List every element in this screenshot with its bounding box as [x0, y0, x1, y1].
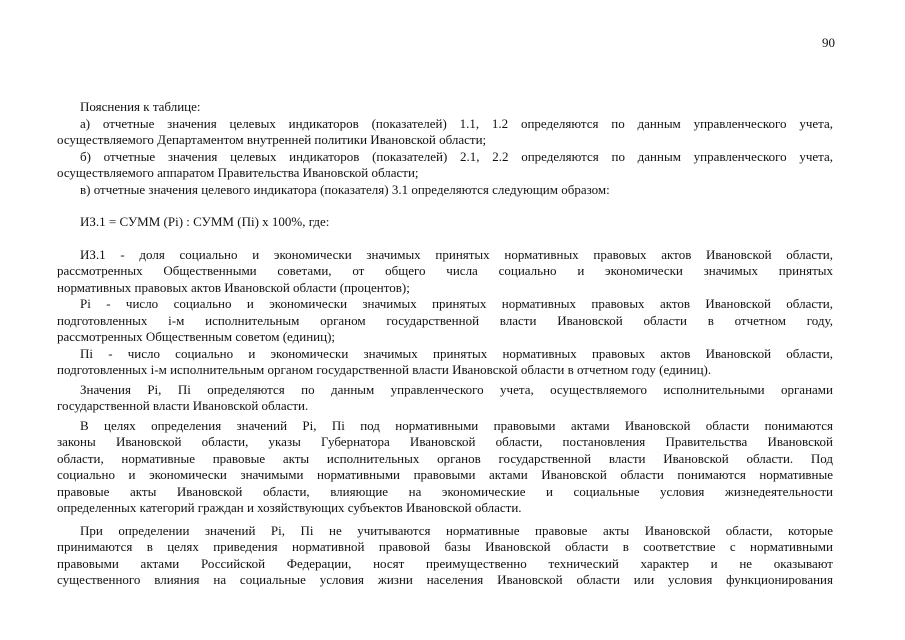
- text-line: ИЗ.1 - доля социально и экономически значимых принятых нормативных правовых актов Ивановской области,: [80, 246, 833, 262]
- text-line: В целях определения значений Pi, Пi под нормативными правовыми актами Ивановской области понимаются: [80, 417, 833, 433]
- text-line: осуществляемого аппаратом Правительства Ивановской области;: [57, 165, 419, 180]
- text-line: Pi - число социально и экономически значимых принятых нормативных правовых актов Ивановской области,: [80, 296, 833, 311]
- text-line: Пi - число социально и экономически значимых принятых нормативных правовых актов Ивановской области,: [80, 345, 833, 361]
- text-line: Пояснения к таблице:: [80, 99, 201, 114]
- text-line: ИЗ.1 = СУММ (Pi) : СУММ (Пi) х 100%, где:: [80, 214, 330, 229]
- document-body: [57, 99, 833, 589]
- text-line: области, нормативные правовые акты исполнительных органов государственной власти Ивановской области. Под: [57, 450, 833, 466]
- text-line: а) отчетные значения целевых индикаторов (показателей) 1.1, 1.2 определяются по данным управленческого учета,: [80, 115, 833, 131]
- text-line: правовые акты Ивановской области, влияющие на экономические и социальные условия жизнедеятельности: [57, 483, 833, 499]
- text-line: подготовленных i-м исполнительным органом государственной власти Ивановской области в отчетном году,: [57, 312, 833, 328]
- text-line: законы Ивановской области, указы Губернатора Ивановской области, постановления Правительства Ивановской: [57, 434, 833, 449]
- text-line: определенных категорий граждан и хозяйствующих субъектов Ивановской области.: [57, 500, 522, 515]
- text-line: правовыми актами Российской Федерации, носят преимущественно технический характер и не оказывают: [57, 555, 833, 571]
- page-number: 90: [822, 35, 835, 50]
- text-line: социально и экономически значимыми нормативными правовыми актами Ивановской области понимаются нормативные: [57, 467, 833, 482]
- text-line: существенного влияния на социальные условия жизни населения Ивановской области или условия функционирования: [57, 572, 833, 587]
- text-line: в) отчетные значения целевого индикатора (показателя) 3.1 определяются следующим образом:: [80, 181, 610, 197]
- text-line: принимаются в целях приведения нормативной правовой базы Ивановской области в соответствие с нормативными: [57, 539, 833, 554]
- text-line: При определении значений Pi, Пi не учитываются нормативные правовые акты Ивановской области, которые: [80, 522, 833, 538]
- text-line: б) отчетные значения целевых индикаторов (показателей) 2.1, 2.2 определяются по данным управленческого учета,: [80, 148, 833, 164]
- text-line: Значения Pi, Пi определяются по данным управленческого учета, осуществляемого исполнительными органами: [80, 381, 833, 397]
- text-line: рассмотренных Общественными советами, от общего числа социально и экономически значимых принятых: [57, 263, 833, 278]
- text-line: нормативных правовых актов Ивановской области (процентов);: [57, 279, 410, 295]
- text-line: осуществляемого Департаментом внутренней политики Ивановской области;: [57, 132, 487, 147]
- text-line: подготовленных i-м исполнительным органом государственной власти Ивановской области в отчетном году (единиц).: [57, 362, 712, 377]
- text-line: рассмотренных Общественным советом (единиц);: [57, 329, 336, 344]
- text-line: государственной власти Ивановской области.: [57, 398, 309, 413]
